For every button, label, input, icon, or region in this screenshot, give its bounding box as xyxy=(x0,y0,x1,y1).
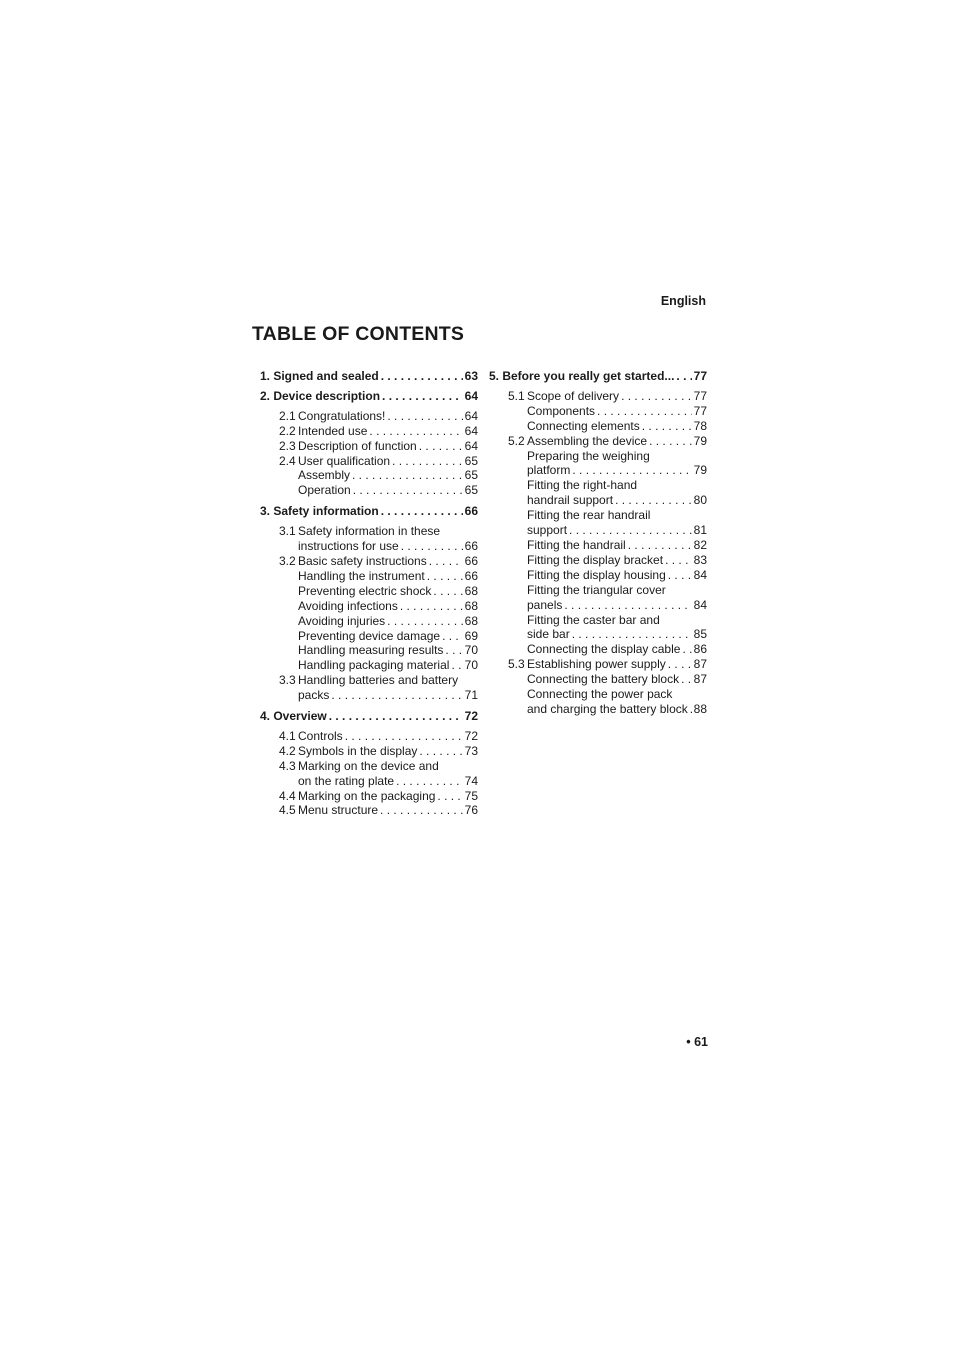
toc-entry xyxy=(260,688,478,703)
dot-leader xyxy=(419,744,462,759)
toc-entry-number: 3.3 xyxy=(279,673,296,688)
toc-entry-page: 69 xyxy=(464,628,478,643)
dot-leader xyxy=(381,504,463,519)
page-title: TABLE OF CONTENTS xyxy=(252,323,465,345)
toc-entry-page: 65 xyxy=(464,468,478,483)
toc-entry-title: 1. Signed and sealed xyxy=(260,369,379,383)
dot-leader xyxy=(387,409,462,424)
toc-entry-number: 3.1 xyxy=(279,524,296,539)
toc-entry-title: Handling packaging material xyxy=(298,658,450,673)
toc-entry-page: 88 xyxy=(693,701,707,716)
toc-entry-page: 76 xyxy=(464,803,478,818)
toc-entry-title: 4. Overview xyxy=(260,709,327,724)
toc-entry-title: Congratulations! xyxy=(298,408,386,423)
toc-entry xyxy=(489,642,707,657)
toc-entry xyxy=(260,614,478,629)
toc-entry xyxy=(489,553,707,568)
toc-entry-page: 87 xyxy=(693,672,707,687)
toc-entry-number: 2.4 xyxy=(279,453,296,468)
toc-entry xyxy=(260,569,478,584)
toc-entry-page: 64 xyxy=(464,438,478,453)
toc-entry xyxy=(489,672,707,687)
dot-leader xyxy=(353,483,463,498)
toc-entry-page: 66 xyxy=(464,568,478,583)
toc-entry-title: Fitting the caster bar and xyxy=(527,612,660,627)
toc-entry-title: Assembly xyxy=(298,468,351,483)
dot-leader xyxy=(429,554,463,569)
toc-entry-page: 72 xyxy=(464,709,478,724)
toc-entry xyxy=(260,439,478,454)
toc-entry xyxy=(260,389,478,404)
toc-entry xyxy=(260,454,478,469)
toc-entry-page: 84 xyxy=(693,597,707,612)
toc-entry xyxy=(260,643,478,658)
toc-entry xyxy=(260,744,478,759)
toc-entry xyxy=(489,538,707,553)
toc-entry-title: support xyxy=(527,523,568,538)
toc-entry-page: 84 xyxy=(693,567,707,582)
toc-entry xyxy=(260,539,478,554)
toc-entry-title: 2. Device description xyxy=(260,388,381,403)
toc-entry-page: 73 xyxy=(464,743,478,758)
toc-entry xyxy=(260,599,478,614)
dot-leader xyxy=(564,598,691,613)
toc-entry xyxy=(489,493,707,508)
toc-entry-title: Operation xyxy=(298,483,351,498)
dot-leader xyxy=(649,434,692,449)
toc-entry-page: 86 xyxy=(693,642,707,657)
toc-entry-page: 77 xyxy=(693,388,707,403)
toc-entry-page: 70 xyxy=(464,658,478,673)
dot-leader xyxy=(676,369,691,384)
toc-entry xyxy=(489,419,707,434)
dot-leader xyxy=(387,614,462,629)
toc-entry-page: 66 xyxy=(464,553,478,568)
toc-entry xyxy=(260,774,478,789)
toc-entry-number: 2.3 xyxy=(279,438,296,453)
toc-entry-page: 71 xyxy=(464,688,478,703)
toc-entry-title: side bar xyxy=(527,627,570,642)
dot-leader xyxy=(380,803,463,818)
dot-leader xyxy=(382,389,463,404)
toc-entry-title: Fitting the rear handrail xyxy=(527,508,651,523)
toc-entry-page: 63 xyxy=(464,369,478,383)
toc-entry-title: Description of function xyxy=(298,438,417,453)
dot-leader xyxy=(597,404,692,419)
toc-entry xyxy=(489,449,707,464)
toc-entry xyxy=(260,584,478,599)
dot-leader xyxy=(392,454,463,469)
toc-entry-title: Marking on the packaging xyxy=(298,788,436,803)
toc-entry xyxy=(489,702,707,717)
toc-entry xyxy=(489,434,707,449)
toc-entry xyxy=(260,554,478,569)
dot-leader xyxy=(401,539,463,554)
toc-entry-title: Fitting the display bracket xyxy=(527,552,664,567)
toc-entry-title: Intended use xyxy=(298,423,368,438)
toc-entry-page: 75 xyxy=(464,788,478,803)
toc-entry-title: Basic safety instructions xyxy=(298,553,427,568)
toc-entry-title: platform xyxy=(527,463,571,478)
dot-leader xyxy=(396,774,463,789)
toc-entry xyxy=(489,657,707,672)
toc-entry-title: Preventing electric shock xyxy=(298,583,432,598)
toc-entry-page: 79 xyxy=(693,463,707,478)
toc-entry xyxy=(260,369,478,384)
toc-entry-page: 68 xyxy=(464,613,478,628)
toc-entry-title: Fitting the handrail xyxy=(527,537,626,552)
toc-entry-page: 80 xyxy=(693,493,707,508)
toc-entry-title: Establishing power supply xyxy=(527,657,666,672)
toc-entry-title: Preparing the weighing xyxy=(527,448,650,463)
toc-entry xyxy=(489,687,707,702)
toc-entry-title: Scope of delivery xyxy=(527,388,620,403)
toc-entry-title: Handling batteries and battery xyxy=(298,673,459,688)
toc-entry-title: Safety information in these xyxy=(298,524,441,539)
toc-entry-page: 66 xyxy=(464,504,478,519)
toc-entry-page: 77 xyxy=(693,403,707,418)
toc-entry-page: 87 xyxy=(693,657,707,672)
dot-leader xyxy=(352,468,463,483)
toc-entry-page: 68 xyxy=(464,598,478,613)
toc-entry-title: Avoiding infections xyxy=(298,598,398,613)
toc-entry-page: 85 xyxy=(693,627,707,642)
toc-entry xyxy=(489,523,707,538)
toc-entry-number: 5.3 xyxy=(508,657,525,672)
toc-entry-page: 81 xyxy=(693,523,707,538)
dot-leader xyxy=(381,369,463,384)
dot-leader xyxy=(572,627,692,642)
toc-entry-title: packs xyxy=(298,688,330,703)
page-number: • 61 xyxy=(686,1035,708,1049)
toc-entry-title: Marking on the device and xyxy=(298,758,439,773)
dot-leader xyxy=(621,389,692,404)
toc-entry-page: 77 xyxy=(693,369,707,383)
dot-leader xyxy=(628,538,692,553)
toc-entry xyxy=(260,629,478,644)
toc-entry xyxy=(489,508,707,523)
toc-entry-title: Connecting the battery block xyxy=(527,672,680,687)
toc-entry xyxy=(489,613,707,628)
toc-entry-number: 4.4 xyxy=(279,788,296,803)
toc-entry-title: Controls xyxy=(298,728,343,743)
dot-leader xyxy=(569,523,692,538)
toc-entry xyxy=(489,598,707,613)
toc-entry-page: 83 xyxy=(693,552,707,567)
dot-leader xyxy=(427,569,463,584)
toc-entry-title: Handling measuring results xyxy=(298,643,444,658)
toc-entry-number: 2.2 xyxy=(279,423,296,438)
dot-leader xyxy=(437,789,462,804)
toc-entry-title: instructions for use xyxy=(298,539,399,554)
dot-leader xyxy=(451,658,462,673)
toc-entry-title: Avoiding injuries xyxy=(298,613,386,628)
dot-leader xyxy=(329,709,463,724)
toc-entry-title: and charging the battery block xyxy=(527,701,688,716)
toc-entry xyxy=(260,789,478,804)
language-label: English xyxy=(660,294,706,308)
toc-entry xyxy=(489,568,707,583)
toc-entry-page: 64 xyxy=(464,388,478,403)
toc-entry-page: 72 xyxy=(464,728,478,743)
toc-entry-number: 5.1 xyxy=(508,388,525,403)
toc-entry-number: 4.1 xyxy=(279,728,296,743)
toc-entry-number: 5.2 xyxy=(508,433,525,448)
toc-entry xyxy=(260,409,478,424)
toc-entry-title: on the rating plate xyxy=(298,773,395,788)
toc-entry-title: Connecting the display cable xyxy=(527,642,681,657)
toc-entry xyxy=(260,729,478,744)
dot-leader xyxy=(681,672,692,687)
toc-entry-page: 65 xyxy=(464,453,478,468)
toc-entry xyxy=(489,389,707,404)
toc-entry-page: 70 xyxy=(464,643,478,658)
toc-entry-title: Assembling the device xyxy=(527,433,648,448)
toc-entry-title: User qualification xyxy=(298,453,391,468)
toc-entry-title: 5. Before you really get started... xyxy=(489,369,675,383)
toc-entry xyxy=(260,803,478,818)
dot-leader xyxy=(369,424,462,439)
toc-entry-title: Fitting the right-hand xyxy=(527,478,638,493)
toc-entry-page: 74 xyxy=(464,773,478,788)
dot-leader xyxy=(668,657,692,672)
dot-leader xyxy=(419,439,463,454)
toc-entry-title: Menu structure xyxy=(298,803,379,818)
toc-entry xyxy=(260,468,478,483)
toc-entry xyxy=(489,627,707,642)
toc-column-left xyxy=(260,369,478,818)
toc-entry xyxy=(260,709,478,724)
toc-entry-title: Components xyxy=(527,403,596,418)
toc-entry-title: Fitting the display housing xyxy=(527,567,666,582)
toc-entry-page: 68 xyxy=(464,583,478,598)
toc-entry-number: 4.3 xyxy=(279,758,296,773)
toc-entry xyxy=(260,504,478,519)
dot-leader xyxy=(642,419,692,434)
toc-entry-page: 82 xyxy=(693,537,707,552)
toc-column-right xyxy=(489,369,707,717)
toc-entry xyxy=(260,759,478,774)
dot-leader xyxy=(572,463,691,478)
toc-entry xyxy=(489,478,707,493)
dot-leader xyxy=(668,568,692,583)
toc-entry-page: 65 xyxy=(464,483,478,498)
toc-entry xyxy=(260,673,478,688)
toc-entry-title: Handling the instrument xyxy=(298,568,425,583)
dot-leader xyxy=(615,493,692,508)
toc-entry-title: 3. Safety information xyxy=(260,504,379,519)
toc-entry xyxy=(260,524,478,539)
toc-entry-number: 2.1 xyxy=(279,408,296,423)
toc-entry-number: 3.2 xyxy=(279,553,296,568)
toc-entry-page: 78 xyxy=(693,418,707,433)
toc-entry-title: handrail support xyxy=(527,493,614,508)
toc-entry-title: Connecting elements xyxy=(527,418,640,433)
toc-entry-number: 4.5 xyxy=(279,803,296,818)
toc-entry xyxy=(260,483,478,498)
dot-leader xyxy=(400,599,463,614)
toc-entry-title: Symbols in the display xyxy=(298,743,418,758)
dot-leader xyxy=(331,688,462,703)
toc-entry-page: 66 xyxy=(464,539,478,554)
dot-leader xyxy=(682,642,691,657)
toc-entry-title: Fitting the triangular cover xyxy=(527,582,666,597)
toc-entry-page: 64 xyxy=(464,423,478,438)
toc-entry-page: 79 xyxy=(693,433,707,448)
dot-leader xyxy=(445,643,462,658)
toc-entry xyxy=(489,463,707,478)
toc-entry-number: 4.2 xyxy=(279,743,296,758)
dot-leader xyxy=(442,629,463,644)
toc-entry xyxy=(489,583,707,598)
toc-entry xyxy=(260,658,478,673)
toc-entry xyxy=(260,424,478,439)
dot-leader xyxy=(665,553,692,568)
toc-entry-title: Connecting the power pack xyxy=(527,687,673,702)
dot-leader xyxy=(345,729,463,744)
toc-entry-page: 64 xyxy=(464,408,478,423)
dot-leader xyxy=(433,584,462,599)
toc-entry-title: panels xyxy=(527,597,563,612)
toc-entry xyxy=(489,369,707,384)
toc-entry-title: Preventing device damage xyxy=(298,628,441,643)
toc-entry xyxy=(489,404,707,419)
